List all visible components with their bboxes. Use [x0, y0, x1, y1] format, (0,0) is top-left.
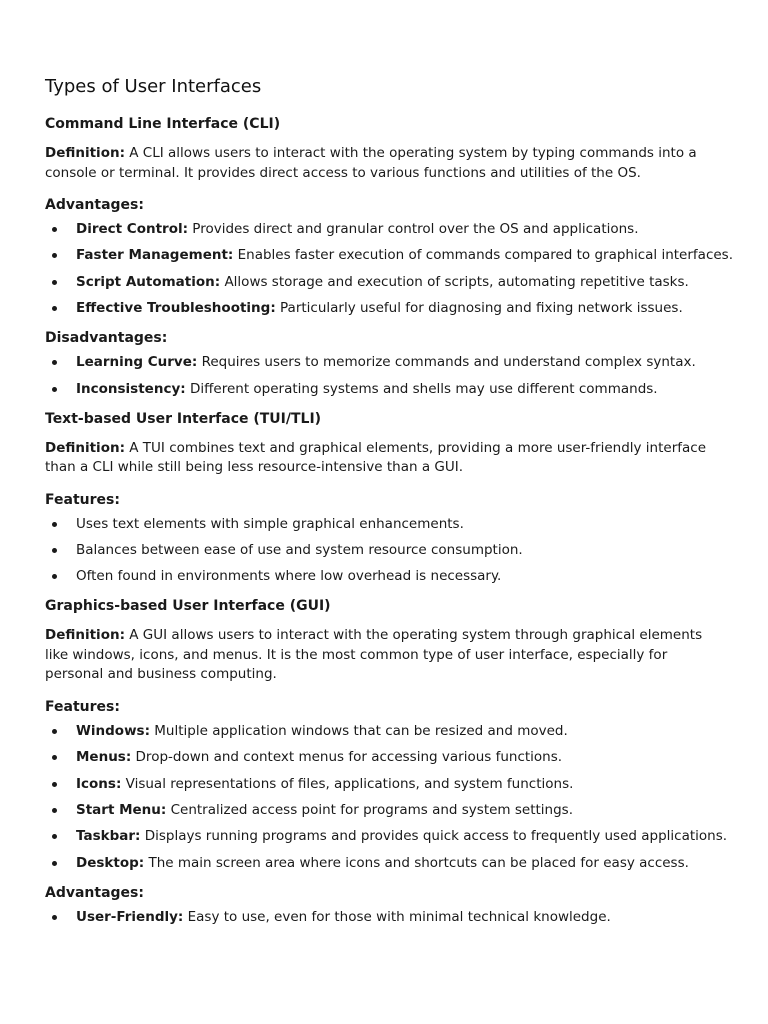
- tui-features-list: [45, 515, 728, 586]
- tui-section: [45, 410, 728, 586]
- tui-definition-label: Definition:: [45, 439, 125, 456]
- bullet-icon: [52, 387, 57, 392]
- tui-heading: Text-based User Interface (TUI/TLI): [45, 410, 322, 427]
- item-term: Inconsistency:: [76, 380, 186, 397]
- bullet-icon: [52, 574, 57, 579]
- list-item: [45, 380, 728, 398]
- item-term: Icons:: [76, 775, 122, 792]
- cli-advantages-list: [45, 220, 733, 317]
- item-text: Particularly useful for diagnosing and fixing network issues.: [275, 300, 683, 317]
- gui-features-list: [45, 722, 728, 872]
- bullet-icon: [52, 755, 57, 760]
- item-term: Menus:: [76, 749, 132, 766]
- cli-definition: [45, 144, 728, 183]
- item-text: Easy to use, even for those with minimal technical knowledge.: [183, 908, 611, 925]
- item-text: Provides direct and granular control over the OS and applications.: [188, 221, 639, 237]
- item-text: Allows storage and execution of scripts, automating repetitive tasks.: [220, 273, 689, 290]
- item-term: Desktop:: [76, 854, 145, 871]
- tui-definition: [45, 439, 728, 478]
- gui-definition-text: A GUI allows users to interact with the operating system through graphical elements like windows, icons, and menus. It is the most common type of user interface, especially for personal and business computing.: [45, 627, 703, 683]
- item-text: Often found in environments where low overhead is necessary.: [76, 568, 502, 585]
- bullet-icon: [52, 834, 57, 839]
- bullet-icon: [52, 548, 57, 553]
- item-text: Uses text elements with simple graphical enhancements.: [76, 515, 464, 532]
- list-item: [45, 567, 728, 585]
- bullet-icon: [52, 729, 57, 734]
- cli-disadvantages-list: [45, 353, 728, 397]
- cli-definition-text: A CLI allows users to interact with the operating system by typing commands into a console or terminal. It provides direct access to various functions and utilities of the OS.: [45, 145, 697, 181]
- item-text: Balances between ease of use and system resource consumption.: [76, 541, 523, 558]
- bullet-icon: [52, 861, 57, 866]
- cli-section: [45, 115, 733, 398]
- item-term: Direct Control:: [76, 221, 189, 237]
- item-term: Start Menu:: [76, 802, 167, 819]
- list-item: [45, 801, 728, 819]
- list-item: [45, 273, 728, 291]
- list-item: [45, 220, 728, 238]
- item-text: Drop-down and context menus for accessing various functions.: [131, 749, 563, 766]
- item-text: Requires users to memorize commands and understand complex syntax.: [197, 354, 696, 371]
- bullet-icon: [52, 306, 57, 311]
- cli-advantages-label: Advantages:: [45, 197, 144, 213]
- item-text: Centralized access point for programs and system settings.: [166, 802, 573, 819]
- item-term: Learning Curve:: [76, 354, 198, 371]
- gui-definition-label: Definition:: [45, 627, 125, 644]
- list-item: [45, 908, 728, 926]
- list-item: [45, 722, 728, 740]
- gui-heading: Graphics-based User Interface (GUI): [45, 598, 331, 615]
- bullet-icon: [52, 915, 57, 920]
- bullet-icon: [52, 522, 57, 527]
- list-item: [45, 748, 728, 766]
- list-item: [45, 299, 728, 317]
- item-term: Effective Troubleshooting:: [76, 300, 276, 317]
- item-term: Taskbar:: [76, 828, 141, 845]
- gui-definition: [45, 626, 728, 685]
- item-term: Windows:: [76, 722, 150, 739]
- list-item: [45, 515, 728, 533]
- item-term: Faster Management:: [76, 247, 234, 264]
- list-item: [45, 353, 728, 371]
- bullet-icon: [52, 808, 57, 813]
- list-item: [45, 775, 728, 793]
- item-text: Visual representations of files, applications, and system functions.: [121, 775, 574, 792]
- cli-heading: Command Line Interface (CLI): [45, 116, 281, 132]
- cli-disadvantages-label: Disadvantages:: [45, 330, 168, 347]
- list-item: [45, 246, 733, 264]
- item-term: Script Automation:: [76, 273, 221, 290]
- bullet-icon: [52, 280, 57, 285]
- item-text: Different operating systems and shells may use different commands.: [185, 380, 658, 397]
- list-item: [45, 827, 728, 845]
- gui-advantages-list: [45, 908, 728, 926]
- bullet-icon: [52, 360, 57, 365]
- gui-advantages-label: Advantages:: [45, 884, 144, 901]
- item-term: User-Friendly:: [76, 908, 184, 925]
- bullet-icon: [52, 253, 57, 258]
- item-text: The main screen area where icons and shortcuts can be placed for easy access.: [144, 854, 689, 871]
- gui-section: [45, 597, 728, 925]
- cli-definition-label: Definition:: [45, 145, 125, 161]
- page-title: Types of User Interfaces: [45, 76, 262, 97]
- item-text: Multiple application windows that can be resized and moved.: [149, 722, 568, 739]
- gui-features-label: Features:: [45, 698, 120, 715]
- list-item: [45, 541, 728, 559]
- bullet-icon: [52, 227, 57, 232]
- tui-features-label: Features:: [45, 491, 120, 508]
- tui-definition-text: A TUI combines text and graphical elements, providing a more user-friendly interface than a CLI while still being less resource-intensive than a GUI.: [45, 439, 707, 476]
- item-text: Enables faster execution of commands compared to graphical interfaces.: [233, 247, 733, 264]
- bullet-icon: [52, 782, 57, 787]
- list-item: [45, 854, 728, 872]
- item-text: Displays running programs and provides quick access to frequently used applications.: [140, 828, 728, 845]
